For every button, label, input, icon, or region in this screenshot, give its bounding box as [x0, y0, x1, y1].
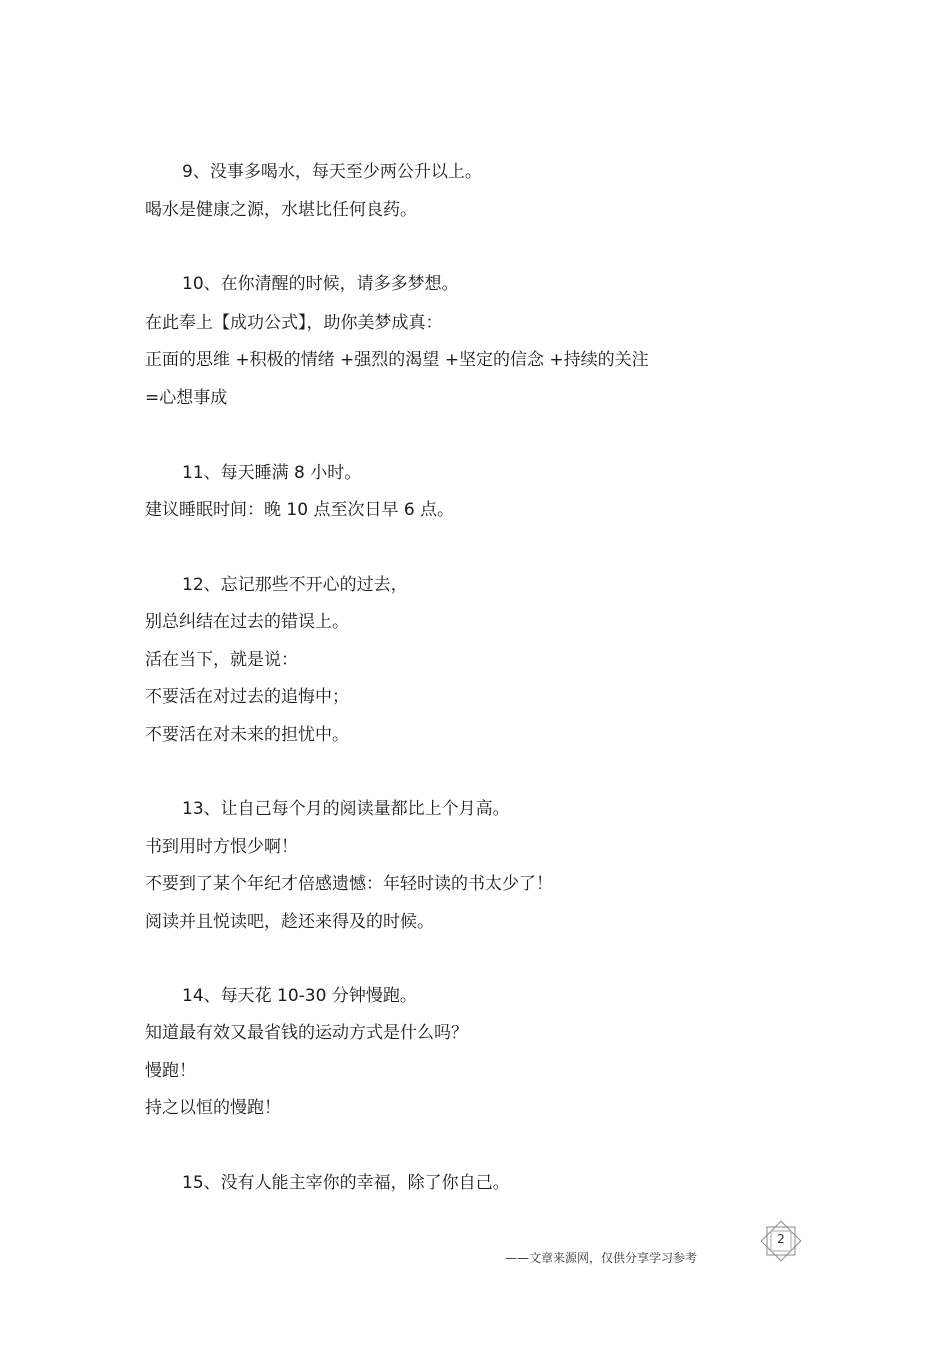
paragraph-line: 持之以恒的慢跑！	[145, 1098, 281, 1118]
item-heading: 15、没有人能主宰你的幸福，除了你自己。	[182, 1173, 510, 1193]
paragraph-line: 不要活在对过去的追悔中；	[145, 687, 349, 707]
paragraph-line: 在此奉上【成功公式】，助你美梦成真：	[145, 313, 443, 333]
paragraph-line: 不要活在对未来的担忧中。	[145, 725, 349, 745]
paragraph-line: 别总纠结在过去的错误上。	[145, 612, 349, 632]
paragraph-line: 不要到了某个年纪才倍感遗憾：年轻时读的书太少了！	[145, 874, 553, 894]
paragraph-line: =心想事成	[145, 388, 228, 408]
item-heading: 10、在你清醒的时候，请多多梦想。	[182, 274, 459, 294]
footer-source-note: ——文章来源网，仅供分享学习参考	[505, 1251, 698, 1265]
item-heading: 14、每天花 10-30 分钟慢跑。	[182, 986, 417, 1006]
paragraph-line: 知道最有效又最省钱的运动方式是什么吗？	[145, 1023, 468, 1043]
item-heading: 11、每天睡满 8 小时。	[182, 463, 362, 483]
item-heading: 9、没事多喝水，每天至少两公升以上。	[182, 162, 482, 182]
paragraph-line: 慢跑！	[145, 1061, 196, 1081]
paragraph-line: 书到用时方恨少啊！	[145, 837, 298, 857]
paragraph-line: 建议睡眠时间：晚 10 点至次日早 6 点。	[145, 500, 455, 520]
paragraph-line: 活在当下，就是说：	[145, 650, 298, 670]
paragraph-line: 阅读并且悦读吧，趁还来得及的时候。	[145, 912, 434, 932]
paragraph-line: 正面的思维 +积极的情绪 +强烈的渴望 +坚定的信念 +持续的关注	[145, 350, 649, 370]
paragraph-line: 喝水是健康之源，水堪比任何良药。	[145, 200, 417, 220]
page-number: 2	[777, 1232, 785, 1246]
item-heading: 12、忘记那些不开心的过去，	[182, 575, 408, 595]
item-heading: 13、让自己每个月的阅读量都比上个月高。	[182, 799, 510, 819]
